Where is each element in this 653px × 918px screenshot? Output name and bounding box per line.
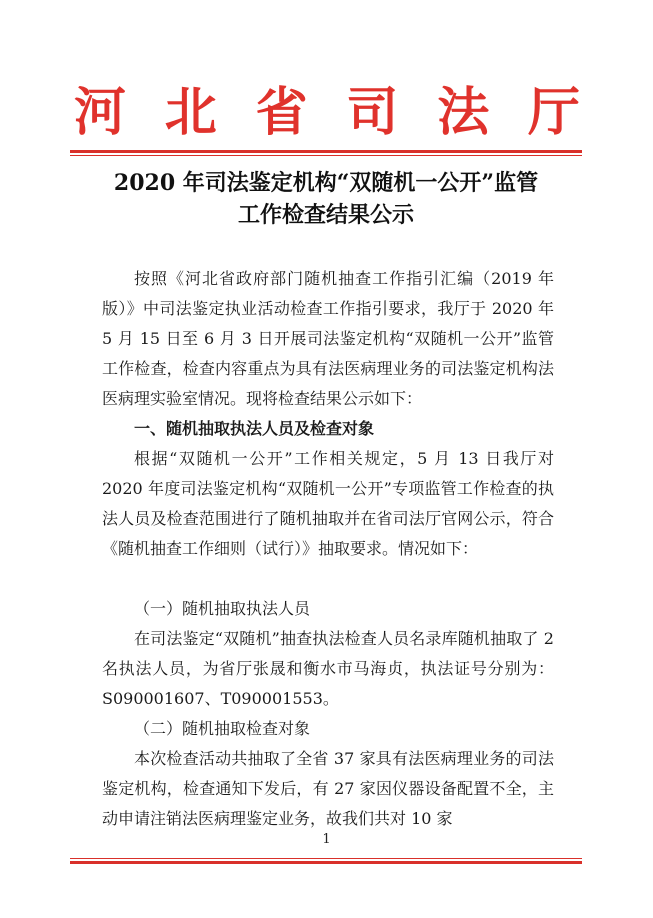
- org-char: 厅: [527, 82, 580, 143]
- letterhead-rule-thin: [70, 155, 582, 156]
- document-title-line2: 工作检查结果公示: [237, 202, 414, 228]
- sub2-heading: （二）随机抽取检查对象: [134, 719, 311, 738]
- letterhead-rule-thick: [70, 150, 582, 153]
- section1-paragraph: 根据“双随机一公开”工作相关规定，5 月 13 日我厅对 2020 年度司法鉴定机构“双随机一公开”专项监管工作检查的执法人员及检查范围进行了随机抽取并在省司法厅官网公示，符合《随机抽查工作细则（试行）》抽取要求。情况如下：: [102, 449, 554, 558]
- org-char: 北: [164, 82, 217, 143]
- letterhead-org-name: [74, 78, 580, 148]
- org-char: 省: [255, 82, 308, 143]
- sub1-heading: （一）随机抽取执法人员: [134, 599, 311, 618]
- sub2-paragraph: 本次检查活动共抽取了全省 37 家具有法医病理业务的司法鉴定机构，检查通知下发后，有 27 家因仪器设备配置不全，主动申请注销法医病理鉴定业务，故我们共对 10 家: [102, 749, 554, 828]
- intro-paragraph: 按照《河北省政府部门随机抽查工作指引汇编（2019 年版）》中司法鉴定执业活动检查工作指引要求，我厅于 2020 年 5 月 15 日至 6 月 3 日开展司法鉴定机构“双随机一公开”监管工作检查，检查内容重点为具有法医病理业务的司法鉴定机构法医病理实验室情况。现将检查结果公示如下：: [102, 269, 554, 408]
- page-number: 1: [322, 832, 331, 847]
- section1-heading: 一、随机抽取执法人员及检查对象: [134, 419, 375, 438]
- org-char: 河: [74, 82, 127, 143]
- footer-rule-thin: [70, 858, 582, 859]
- document-title-line1: 2020 年司法鉴定机构“双随机一公开”监管: [113, 170, 539, 196]
- org-char: 法: [437, 82, 490, 143]
- sub1-paragraph: 在司法鉴定“双随机”抽查执法检查人员名录库随机抽取了 2 名执法人员，为省厅张晟和衡水市马海贞，执法证号分别为：S090001607、T090001553。: [102, 629, 554, 708]
- footer-rule-thick: [70, 861, 582, 864]
- org-char: 司: [346, 82, 399, 143]
